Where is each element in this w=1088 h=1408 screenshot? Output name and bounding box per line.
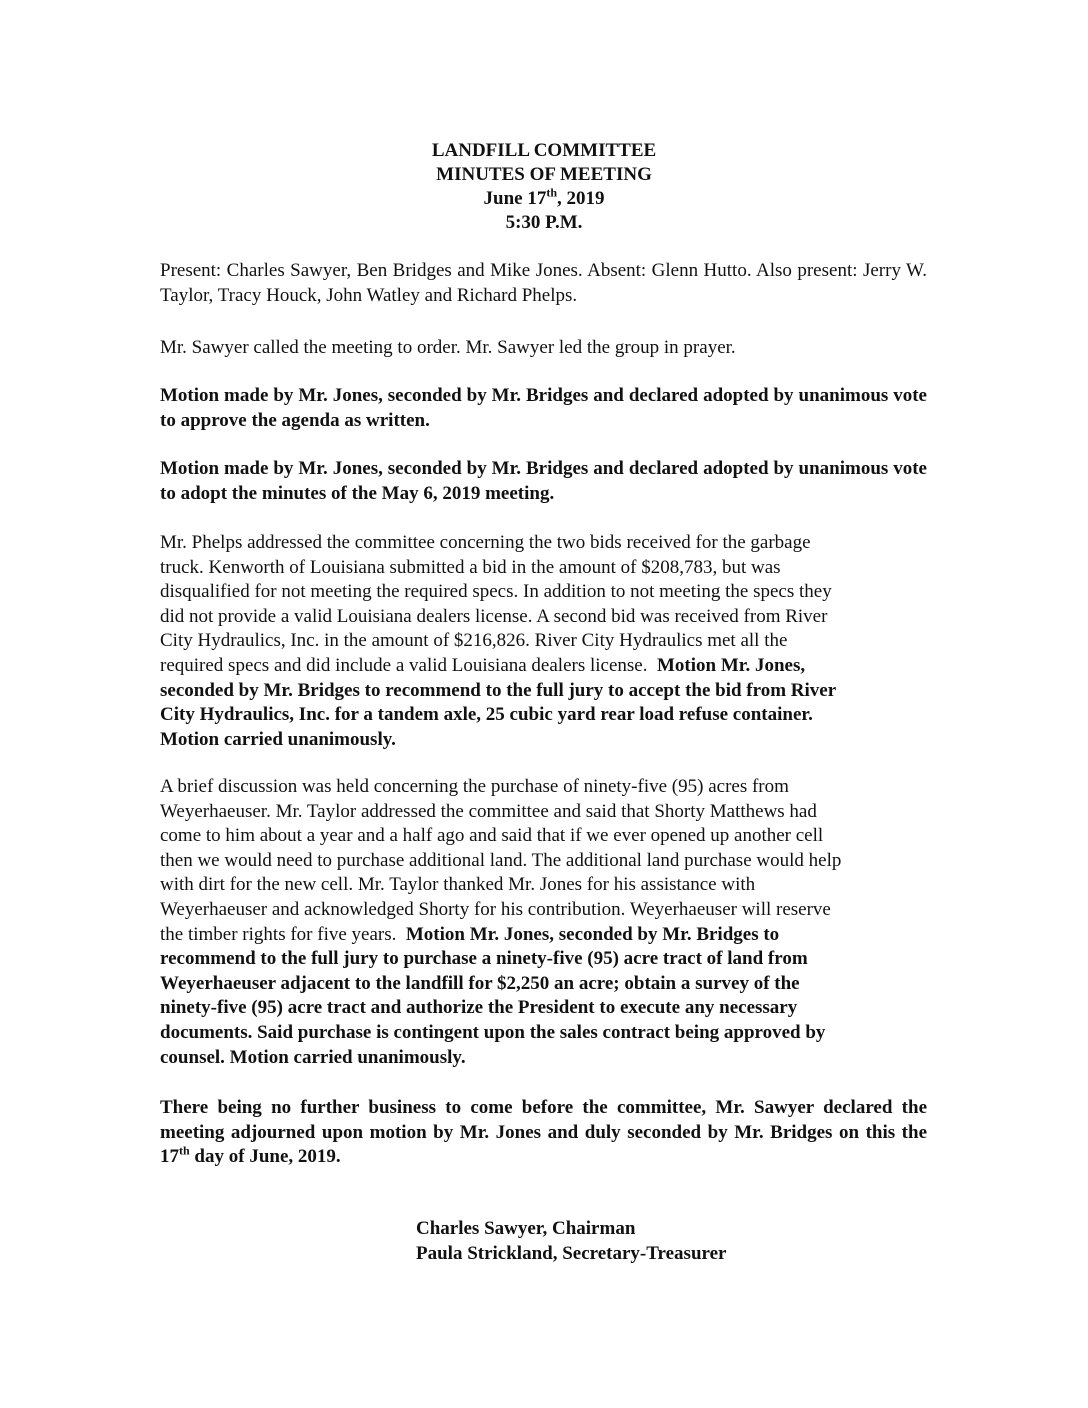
land-purchase-line xyxy=(160,923,930,948)
truck-motion-line: Motion carried unanimously. xyxy=(160,728,396,750)
land-purchase-text: the timber rights for five years. xyxy=(160,923,406,945)
land-purchase-line: A brief discussion was held concerning the purchase of ninety-five (95) acres from xyxy=(160,776,789,797)
land-purchase-line: Weyerhaeuser and acknowledged Shorty for his contribution. Weyerhaeuser will reserve xyxy=(160,898,831,920)
meeting-date-month-day: June 17 xyxy=(483,188,547,209)
land-motion-text: Motion Mr. Jones, seconded by Mr. Bridges to xyxy=(405,923,780,945)
truck-bids-text: required specs and did include a valid Louisiana dealers license. xyxy=(160,654,657,676)
meeting-date xyxy=(0,187,1088,211)
truck-bids-paragraph xyxy=(160,531,930,752)
truck-bids-line: did not provide a valid Louisiana dealers license. A second bid was received from River xyxy=(160,605,828,627)
chairman-signature: Charles Sawyer, Chairman xyxy=(416,1218,636,1239)
truck-motion-line: City Hydraulics, Inc. for a tandem axle, 25 cubic yard rear load refuse container. xyxy=(160,704,813,726)
land-purchase-paragraph xyxy=(160,775,930,1070)
land-purchase-line: then we would need to purchase additional land. The additional land purchase would help xyxy=(160,849,842,871)
land-motion-line: ninety-five (95) acre tract and authorize the President to execute any necessary xyxy=(160,997,798,1019)
truck-bids-line: City Hydraulics, Inc. in the amount of $216,826. River City Hydraulics met all the xyxy=(160,630,788,652)
adjournment-date: day of June, 2019. xyxy=(189,1146,341,1168)
land-motion-line: documents. Said purchase is contingent upon the sales contract being approved by xyxy=(160,1021,826,1043)
land-purchase-line: with dirt for the new cell. Mr. Taylor thanked Mr. Jones for his assistance with xyxy=(160,874,756,896)
meeting-date-year: , 2019 xyxy=(557,188,605,209)
signature-block xyxy=(416,1217,726,1266)
truck-bids-line: Mr. Phelps addressed the committee concerning the two bids received for the garbage xyxy=(160,532,811,553)
truck-motion-line: seconded by Mr. Bridges to recommend to the full jury to accept the bid from River xyxy=(160,679,837,701)
document-header xyxy=(0,139,1088,235)
truck-bids-line: truck. Kenworth of Louisiana submitted a bid in the amount of $208,783, but was xyxy=(160,556,781,578)
attendance-paragraph: Present: Charles Sawyer, Ben Bridges and Mike Jones. Absent: Glenn Hutto. Also present: Jerry W. Taylor, Tracy Houck, John Watley and Richard Phelps. xyxy=(160,260,927,306)
land-purchase-line: come to him about a year and a half ago and said that if we ever opened up another cell xyxy=(160,825,824,847)
call-to-order-paragraph: Mr. Sawyer called the meeting to order. Mr. Sawyer led the group in prayer. xyxy=(160,337,736,358)
adjournment-paragraph xyxy=(160,1096,927,1170)
motion-minutes-paragraph: Motion made by Mr. Jones, seconded by Mr. Bridges and declared adopted by unanimous vote to adopt the minutes of the May 6, 2019 meeting. xyxy=(160,458,927,504)
truck-bids-line xyxy=(160,654,930,679)
land-motion-line: recommend to the full jury to purchase a ninety-five (95) acre tract of land from xyxy=(160,948,808,970)
meeting-date-ordinal: th xyxy=(546,185,557,200)
motion-agenda-paragraph: Motion made by Mr. Jones, seconded by Mr. Bridges and declared adopted by unanimous vote to approve the agenda as written. xyxy=(160,385,927,431)
land-motion-line: Weyerhaeuser adjacent to the landfill for $2,250 an acre; obtain a survey of the xyxy=(160,972,800,994)
adjournment-ordinal: th xyxy=(179,1143,190,1158)
secretary-signature: Paula Strickland, Secretary-Treasurer xyxy=(416,1242,727,1264)
document-title: MINUTES OF MEETING xyxy=(436,164,652,185)
meeting-time: 5:30 P.M. xyxy=(505,212,583,233)
truck-bids-line: disqualified for not meeting the required specs. In addition to not meeting the specs they xyxy=(160,581,832,603)
land-purchase-line: Weyerhaeuser. Mr. Taylor addressed the committee and said that Shorty Matthews had xyxy=(160,800,817,822)
land-motion-line: counsel. Motion carried unanimously. xyxy=(160,1046,466,1068)
adjournment-text: There being no further business to come before the committee, Mr. Sawyer declared the meeting adjourned upon motion by Mr. Jones and duly seconded by Mr. Bridges on this the 17 xyxy=(160,1097,927,1168)
committee-title: LANDFILL COMMITTEE xyxy=(431,140,657,161)
truck-motion-text: Motion Mr. Jones, xyxy=(657,654,806,676)
